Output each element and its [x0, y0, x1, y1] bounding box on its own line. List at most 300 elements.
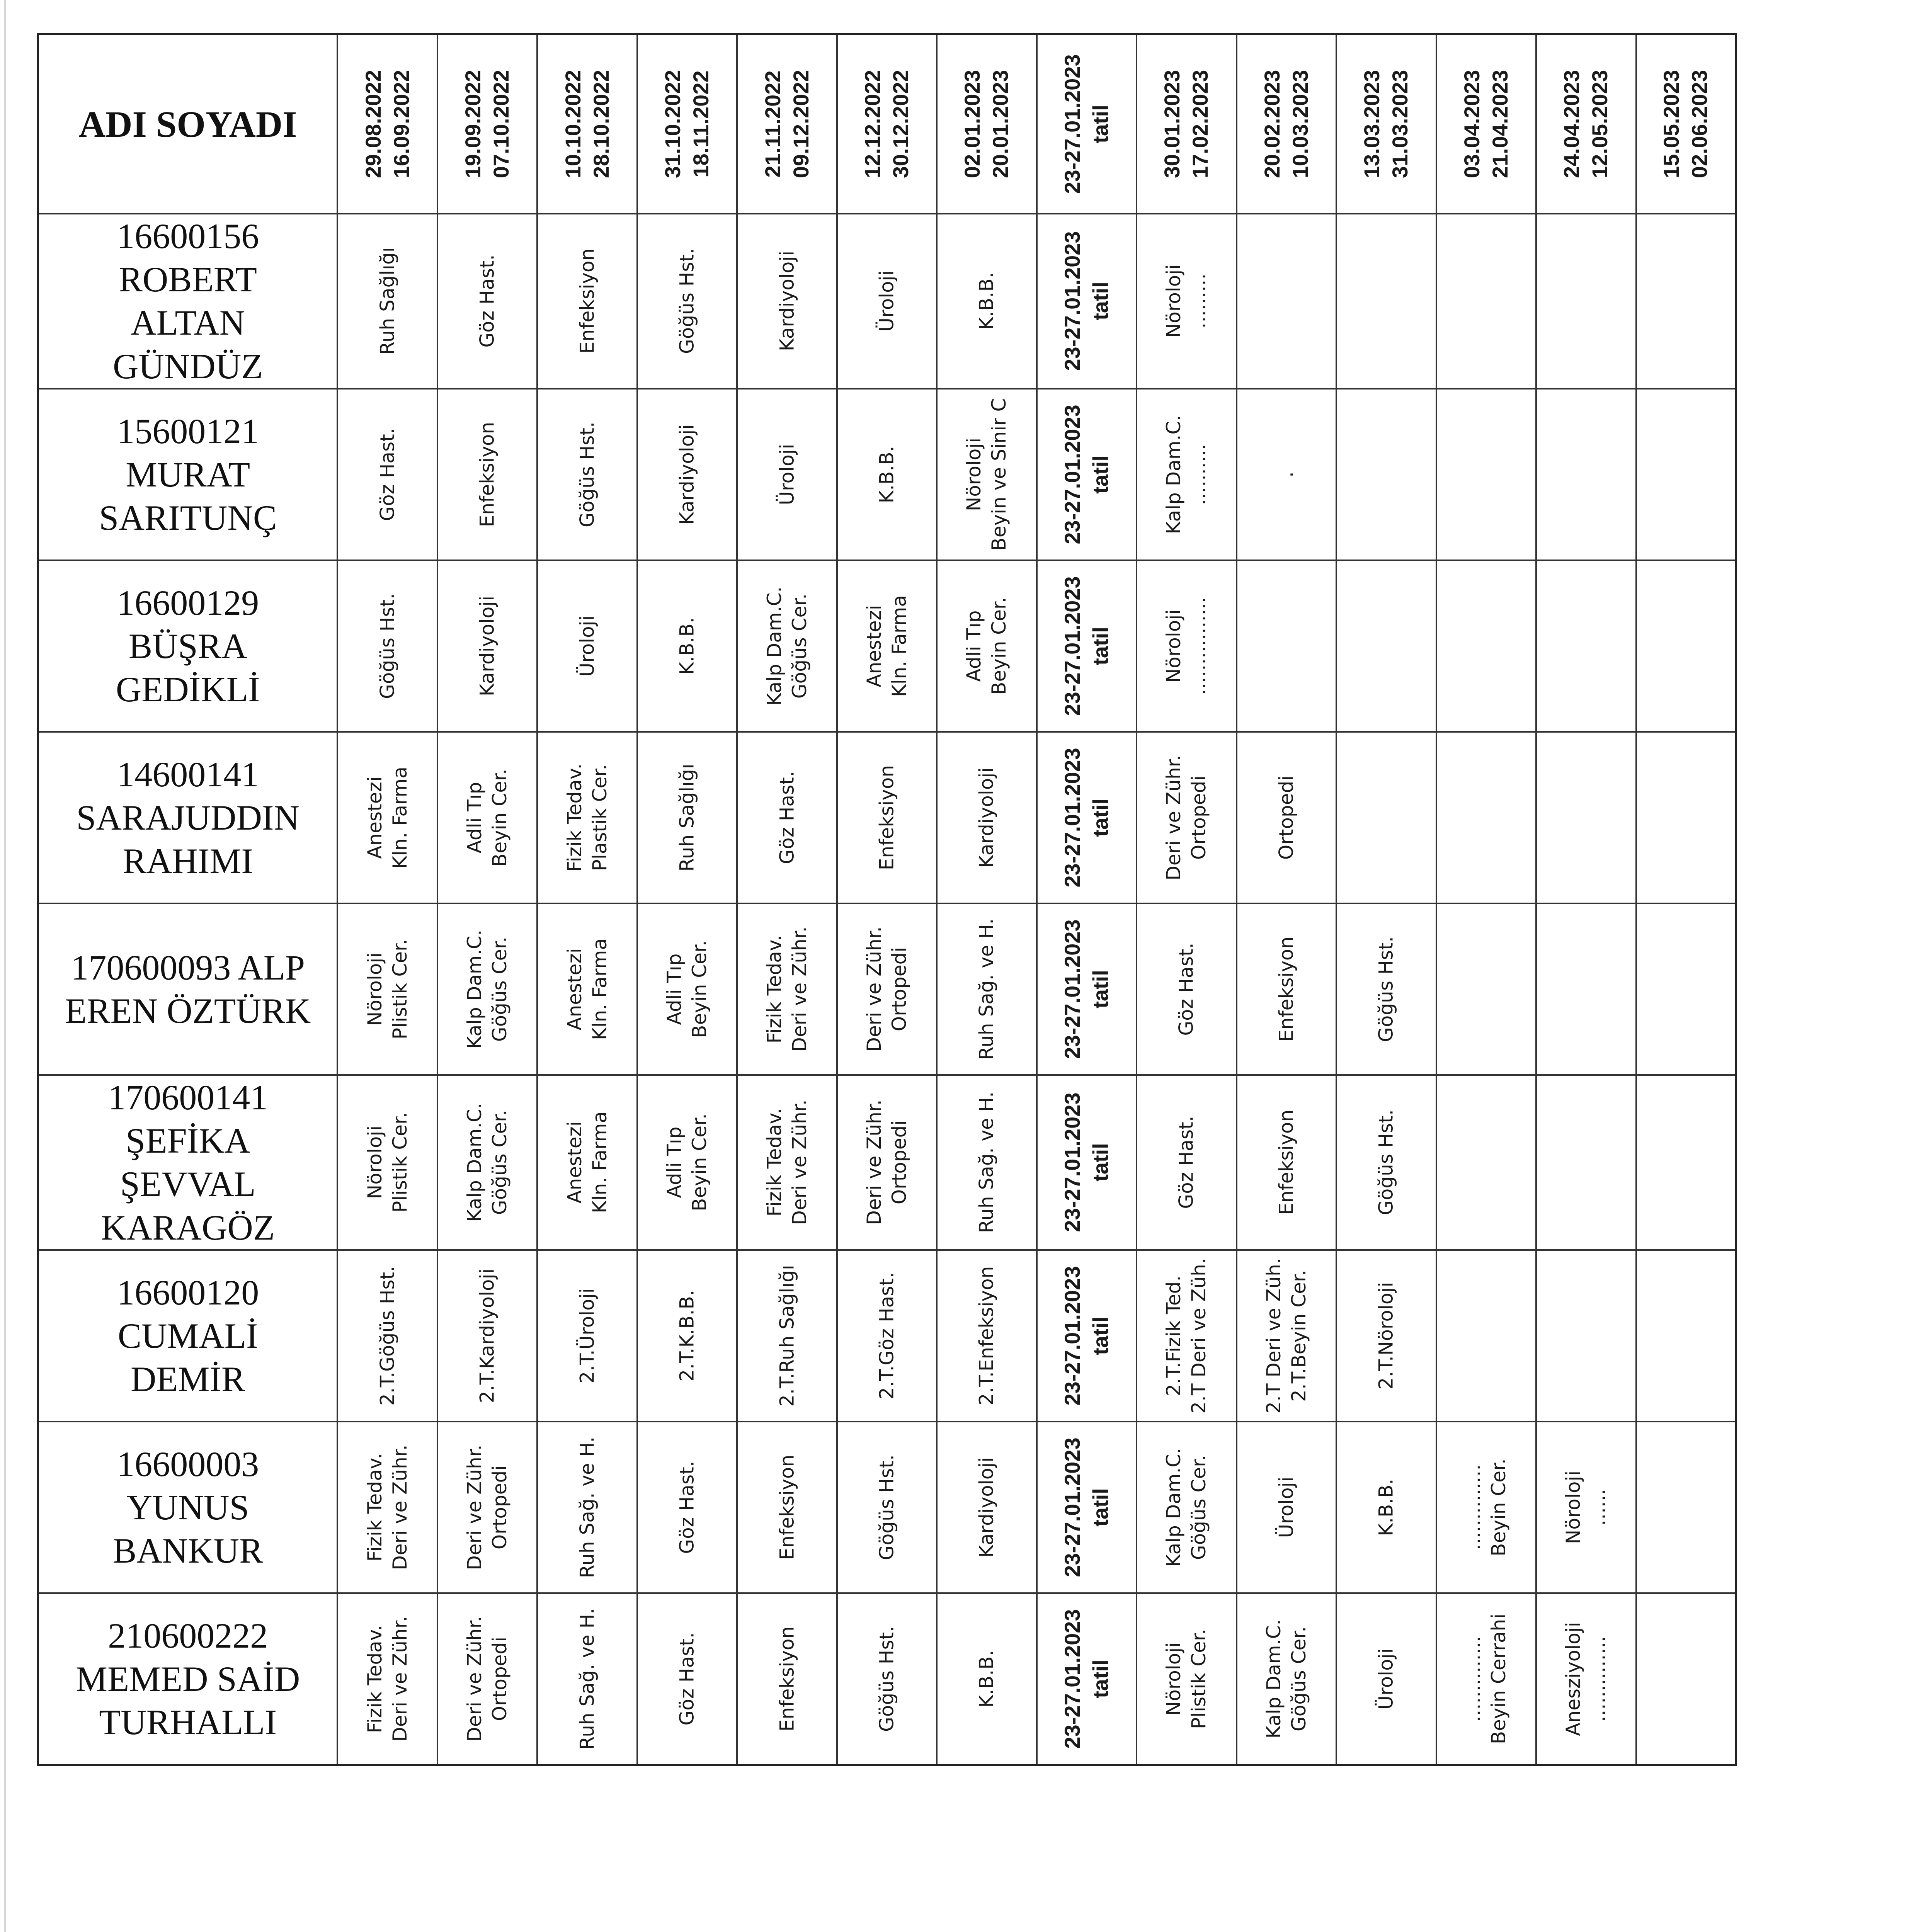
rotation-cell	[437, 214, 537, 389]
rotation-cell-wrap	[838, 904, 936, 1074]
rotation-text: Kalp Dam.C. Göğüs Cer.	[463, 929, 511, 1049]
student-name-cell: 170600141 ŞEFİKA ŞEVVAL KARAGÖZ	[38, 1075, 337, 1250]
period-header-wrap	[1137, 35, 1235, 213]
rotation-cell	[737, 732, 837, 903]
period-label: 10.10.2022 28.10.2022	[560, 70, 613, 179]
rotation-cell	[837, 1593, 937, 1765]
period-header-wrap	[338, 35, 436, 213]
rotation-cell-wrap	[938, 733, 1036, 903]
rotation-cell-wrap	[938, 389, 1036, 560]
rotation-cell-wrap	[1437, 214, 1535, 388]
rotation-cell-wrap	[738, 214, 836, 388]
rotation-cell-wrap	[738, 1594, 836, 1764]
rotation-cell-wrap	[638, 389, 736, 560]
rotation-text: 2.T.Göğüs Hst.	[376, 1265, 399, 1406]
rotation-cell	[637, 903, 737, 1075]
rotation-cell	[1436, 1075, 1536, 1250]
rotation-text: Üroloji	[576, 615, 599, 677]
rotation-text: Kalp Dam.C. Göğüs Cer.	[463, 1103, 511, 1222]
rotation-cell-wrap	[1337, 1594, 1435, 1764]
rotation-text: Ortopedi	[1275, 775, 1298, 860]
rotation-text: Kardiyoloji	[975, 1457, 998, 1558]
rotation-cell	[1237, 214, 1336, 389]
rotation-cell-wrap	[1337, 904, 1435, 1074]
rotation-text: Kalp Dam.C. ..........	[1162, 415, 1210, 534]
rotation-text: 2.T.Üroloji	[576, 1288, 599, 1384]
period-label: 02.01.2023 20.01.2023	[960, 70, 1013, 179]
rotation-cell-wrap	[438, 904, 536, 1074]
rotation-text: 2.T.Nöroloji	[1375, 1282, 1397, 1390]
rotation-cell	[1037, 389, 1137, 560]
rotation-cell	[637, 1593, 737, 1765]
rotation-cell-wrap	[1537, 1076, 1635, 1249]
rotation-cell-wrap	[538, 561, 636, 731]
rotation-text: Göz Hast.	[1175, 942, 1198, 1036]
rotation-cell	[937, 214, 1036, 389]
period-label: 23-27.01.2023 tatil	[1060, 54, 1113, 194]
rotation-cell	[1336, 1075, 1436, 1250]
rotation-text: 2.T.K.B.B.	[676, 1290, 698, 1382]
rotation-cell	[1536, 1250, 1636, 1422]
table-row	[38, 560, 1736, 732]
rotation-text: Ruh Sağlığı	[676, 764, 698, 872]
rotation-cell-wrap	[1637, 1076, 1735, 1249]
rotation-cell	[1336, 1593, 1436, 1765]
rotation-text: Kardiyoloji	[776, 251, 798, 352]
rotation-text: Üroloji	[776, 444, 798, 505]
rotation-cell	[1636, 732, 1736, 903]
rotation-cell-wrap	[1237, 214, 1336, 388]
rotation-text: Adli Tıp Beyin Cer.	[663, 1113, 711, 1212]
rotation-cell-wrap	[1637, 389, 1735, 560]
rotation-cell-wrap	[1237, 561, 1336, 731]
rotation-cell-wrap	[1637, 214, 1735, 388]
table-row	[38, 214, 1736, 389]
rotation-cell-wrap	[1038, 389, 1136, 560]
rotation-text: Ruh Sağ. ve H.	[975, 918, 998, 1060]
period-header-wrap	[1637, 35, 1735, 213]
rotation-cell-wrap	[1637, 904, 1735, 1074]
rotation-cell	[1536, 1075, 1636, 1250]
rotation-cell-wrap	[638, 1076, 736, 1249]
rotation-cell-wrap	[1637, 1251, 1735, 1421]
rotation-cell-wrap	[1537, 733, 1635, 903]
period-header	[837, 34, 937, 214]
student-name-cell: 16600003 YUNUS BANKUR	[38, 1422, 337, 1593]
student-name-cell: 15600121 MURAT SARITUNÇ	[38, 389, 337, 560]
rotation-cell	[637, 1075, 737, 1250]
rotation-cell	[1237, 732, 1336, 903]
rotation-text: Adli Tıp Beyin Cer.	[663, 940, 711, 1038]
rotation-cell	[637, 1422, 737, 1593]
name-column-header: ADI SOYADI	[38, 34, 337, 214]
rotation-cell-wrap	[538, 733, 636, 903]
rotation-text: 2.T.Ruh Sağlığı	[776, 1265, 798, 1407]
table-row	[38, 1593, 1736, 1765]
rotation-cell	[537, 732, 637, 903]
rotation-cell-wrap	[1437, 561, 1535, 731]
rotation-cell	[1037, 560, 1137, 732]
rotation-text: Adli Tıp Beyin Cer.	[463, 769, 511, 867]
rotation-text: Deri ve Zühr. Ortopedi	[463, 1616, 511, 1742]
rotation-text: Deri ve Zühr. Ortopedi	[863, 1099, 910, 1226]
rotation-cell	[437, 1250, 537, 1422]
rotation-cell-wrap	[1137, 733, 1235, 903]
rotation-text: Göğüs Hst.	[676, 248, 698, 354]
rotation-cell	[1336, 214, 1436, 389]
rotation-cell	[1336, 1250, 1436, 1422]
rotation-cell	[737, 560, 837, 732]
rotation-text: Deri ve Zühr. Ortopedi	[863, 926, 910, 1052]
rotation-text: K.B.B.	[975, 272, 998, 330]
rotation-cell	[1436, 389, 1536, 560]
rotation-text: Göz Hast.	[1175, 1116, 1198, 1209]
rotation-text: Göğüs Hst.	[376, 593, 399, 699]
rotation-cell-wrap	[938, 904, 1036, 1074]
period-label: 15.05.2023 02.06.2023	[1659, 70, 1712, 179]
rotation-cell-wrap	[1537, 1594, 1635, 1764]
student-name-cell: 16600120 CUMALİ DEMİR	[38, 1250, 337, 1422]
rotation-cell	[337, 1250, 437, 1422]
rotation-text: Enfeksiyon	[476, 422, 499, 527]
rotation-cell	[337, 560, 437, 732]
rotation-cell-wrap	[738, 1422, 836, 1592]
rotation-cell	[837, 732, 937, 903]
rotation-text: 2.T.Enfeksiyon	[975, 1266, 998, 1406]
period-label: 12.12.2022 30.12.2022	[860, 70, 913, 179]
rotation-cell	[637, 1250, 737, 1422]
rotation-cell-wrap	[1537, 389, 1635, 560]
rotation-cell	[437, 389, 537, 560]
rotation-cell	[1536, 903, 1636, 1075]
rotation-cell-wrap	[1437, 1422, 1535, 1592]
rotation-cell-wrap	[1537, 904, 1635, 1074]
rotation-text: Deri ve Zühr. Ortopedi	[463, 1444, 511, 1570]
rotation-schedule-table	[37, 33, 1737, 1766]
student-name-cell: 16600129 BÜŞRA GEDİKLİ	[38, 560, 337, 732]
rotation-cell-wrap	[838, 1076, 936, 1249]
rotation-text: Göz Hast.	[776, 771, 798, 864]
period-header	[1137, 34, 1236, 214]
rotation-cell	[937, 1250, 1036, 1422]
period-label: 31.10.2022 18.11.2022	[660, 70, 713, 179]
rotation-cell	[1137, 1593, 1236, 1765]
period-header-wrap	[738, 35, 836, 213]
rotation-text: 23-27.01.2023 tatil	[1060, 405, 1113, 544]
rotation-cell	[1237, 1422, 1336, 1593]
rotation-text: 2.T.Göz Hast.	[875, 1272, 898, 1400]
rotation-cell	[837, 560, 937, 732]
rotation-text: Anestezi Kln. Farma	[863, 595, 910, 697]
rotation-cell	[1137, 1250, 1236, 1422]
rotation-cell	[437, 732, 537, 903]
rotation-text: Göz Hast.	[676, 1632, 698, 1726]
rotation-cell	[937, 389, 1036, 560]
rotation-cell-wrap	[1038, 1594, 1136, 1764]
rotation-cell	[537, 389, 637, 560]
period-header	[1536, 34, 1636, 214]
rotation-text: Göğüs Hst.	[1375, 936, 1397, 1042]
rotation-text: Nöroloji Plistik Cer.	[1162, 1628, 1210, 1729]
rotation-cell-wrap	[538, 1076, 636, 1249]
rotation-cell	[337, 903, 437, 1075]
rotation-text: Göğüs Hst.	[576, 422, 599, 527]
rotation-text: Fizik Tedav. Plastik Cer.	[563, 763, 611, 872]
rotation-cell-wrap	[1337, 561, 1435, 731]
rotation-cell-wrap	[638, 1422, 736, 1592]
rotation-text: 2.T Deri ve Züh. 2.T.Beyin Cer.	[1262, 1258, 1310, 1414]
period-label: 20.02.2023 10.03.2023	[1260, 70, 1312, 179]
rotation-text: 23-27.01.2023 tatil	[1060, 576, 1113, 716]
rotation-cell	[737, 1593, 837, 1765]
rotation-cell	[937, 732, 1036, 903]
rotation-text: 23-27.01.2023 tatil	[1060, 919, 1113, 1059]
rotation-cell	[1436, 1250, 1536, 1422]
rotation-cell	[1336, 560, 1436, 732]
rotation-text: Ruh Sağ. ve H.	[576, 1608, 599, 1750]
rotation-cell-wrap	[838, 389, 936, 560]
rotation-cell-wrap	[1237, 1251, 1336, 1421]
rotation-cell	[1137, 1422, 1236, 1593]
rotation-cell-wrap	[1038, 561, 1136, 731]
rotation-text: 23-27.01.2023 tatil	[1060, 1437, 1113, 1577]
rotation-cell-wrap	[1237, 389, 1336, 560]
rotation-text: K.B.B.	[676, 617, 698, 675]
period-label: 29.08.2022 16.09.2022	[361, 70, 413, 179]
rotation-cell-wrap	[1637, 1594, 1735, 1764]
table-row	[38, 1422, 1736, 1593]
rotation-text: .............. Beyin Cerrahi	[1462, 1613, 1510, 1745]
rotation-cell-wrap	[538, 389, 636, 560]
table-row	[38, 1075, 1736, 1250]
rotation-text: 23-27.01.2023 tatil	[1060, 1609, 1113, 1749]
period-header-wrap	[1337, 35, 1435, 213]
rotation-cell	[437, 1422, 537, 1593]
period-header	[1436, 34, 1536, 214]
rotation-cell	[1137, 1075, 1236, 1250]
rotation-text: Nöroloji Beyin ve Sinir C	[963, 398, 1011, 551]
period-header-wrap	[538, 35, 636, 213]
rotation-cell	[937, 1075, 1036, 1250]
rotation-text: Kardiyoloji	[476, 595, 499, 697]
rotation-cell	[1536, 1422, 1636, 1593]
rotation-text: 2.T.Fizik Ted. 2.T Deri ve Züh.	[1162, 1258, 1210, 1414]
rotation-cell	[637, 560, 737, 732]
rotation-cell	[337, 732, 437, 903]
rotation-cell	[1336, 1422, 1436, 1593]
rotation-text: Nöroloji Plistik Cer.	[363, 939, 411, 1039]
rotation-cell-wrap	[438, 1594, 536, 1764]
header-row	[38, 34, 1736, 214]
period-header	[1636, 34, 1736, 214]
rotation-cell-wrap	[338, 904, 436, 1074]
rotation-text: Enfeksiyon	[776, 1454, 798, 1560]
period-header-wrap	[438, 35, 536, 213]
rotation-cell-wrap	[1337, 389, 1435, 560]
rotation-cell-wrap	[338, 733, 436, 903]
rotation-cell	[1137, 389, 1236, 560]
rotation-cell-wrap	[738, 389, 836, 560]
rotation-cell-wrap	[1537, 1251, 1635, 1421]
rotation-text: Üroloji	[1375, 1648, 1397, 1710]
rotation-cell-wrap	[1437, 389, 1535, 560]
rotation-cell-wrap	[1038, 214, 1136, 388]
rotation-cell	[337, 214, 437, 389]
rotation-cell	[737, 1250, 837, 1422]
rotation-cell-wrap	[1337, 1422, 1435, 1592]
rotation-cell-wrap	[938, 1076, 1036, 1249]
period-label: 30.01.2023 17.02.2023	[1160, 70, 1213, 179]
rotation-cell-wrap	[1038, 1076, 1136, 1249]
rotation-cell-wrap	[638, 561, 736, 731]
rotation-cell	[537, 560, 637, 732]
rotation-text: Nöroloji Plistik Cer.	[363, 1112, 411, 1213]
rotation-cell-wrap	[1537, 1422, 1635, 1592]
rotation-cell-wrap	[538, 904, 636, 1074]
period-header	[637, 34, 737, 214]
rotation-cell-wrap	[438, 1422, 536, 1592]
rotation-text: 23-27.01.2023 tatil	[1060, 1092, 1113, 1233]
rotation-cell	[637, 389, 737, 560]
rotation-cell	[1636, 389, 1736, 560]
rotation-cell	[1336, 732, 1436, 903]
rotation-cell-wrap	[438, 1076, 536, 1249]
rotation-text: Anestezi Kln. Farma	[563, 938, 611, 1040]
rotation-text: Deri ve Zühr. Ortopedi	[1162, 755, 1210, 881]
rotation-cell-wrap	[838, 733, 936, 903]
rotation-cell	[837, 1075, 937, 1250]
rotation-cell-wrap	[938, 561, 1036, 731]
rotation-cell-wrap	[1337, 1076, 1435, 1249]
rotation-cell-wrap	[1038, 1251, 1136, 1421]
rotation-cell-wrap	[338, 1594, 436, 1764]
rotation-text: Enfeksiyon	[1275, 1110, 1298, 1215]
rotation-cell-wrap	[1137, 389, 1235, 560]
rotation-cell	[1336, 903, 1436, 1075]
rotation-cell	[1636, 214, 1736, 389]
rotation-cell-wrap	[438, 214, 536, 388]
rotation-cell	[1137, 732, 1236, 903]
rotation-text: Anesziyoloji ..............	[1562, 1622, 1610, 1736]
rotation-text: Kardiyoloji	[975, 767, 998, 868]
rotation-text: Nöroloji ......	[1562, 1470, 1610, 1544]
rotation-cell-wrap	[1437, 733, 1535, 903]
rotation-cell	[437, 1075, 537, 1250]
rotation-cell	[437, 1593, 537, 1765]
rotation-cell	[737, 389, 837, 560]
table-row	[38, 1250, 1736, 1422]
rotation-cell	[1436, 1422, 1536, 1593]
rotation-cell-wrap	[1237, 733, 1336, 903]
rotation-cell	[637, 732, 737, 903]
rotation-cell	[1536, 389, 1636, 560]
student-name-cell: 210600222 MEMED SAİD TURHALLI	[38, 1593, 337, 1765]
period-header-wrap	[938, 35, 1036, 213]
rotation-text: Nöroloji ................	[1162, 597, 1210, 696]
rotation-cell	[1636, 560, 1736, 732]
rotation-cell	[1336, 389, 1436, 560]
period-header	[437, 34, 537, 214]
rotation-cell	[537, 1422, 637, 1593]
rotation-cell-wrap	[1137, 214, 1235, 388]
rotation-cell-wrap	[738, 733, 836, 903]
rotation-text: Göz Hast.	[676, 1461, 698, 1554]
table-row	[38, 903, 1736, 1075]
rotation-cell-wrap	[1537, 561, 1635, 731]
rotation-cell	[537, 1250, 637, 1422]
rotation-cell-wrap	[338, 1422, 436, 1592]
rotation-cell	[1037, 1075, 1137, 1250]
rotation-cell-wrap	[838, 1422, 936, 1592]
rotation-cell-wrap	[938, 1422, 1036, 1592]
rotation-cell	[337, 1075, 437, 1250]
period-label: 13.03.2023 31.03.2023	[1360, 70, 1412, 179]
rotation-cell-wrap	[1137, 561, 1235, 731]
rotation-text: Adli Tıp Beyin Cer.	[963, 597, 1011, 695]
period-header	[1037, 34, 1137, 214]
rotation-text: Kalp Dam.C. Göğüs Cer.	[763, 586, 811, 706]
rotation-text: Fizik Tedav. Deri ve Zühr.	[363, 1616, 411, 1742]
rotation-cell	[1436, 732, 1536, 903]
period-header	[337, 34, 437, 214]
rotation-cell-wrap	[838, 561, 936, 731]
rotation-cell	[1436, 903, 1536, 1075]
rotation-text: Ruh Sağlığı	[376, 247, 399, 355]
rotation-text: Fizik Tedav. Deri ve Zühr.	[363, 1444, 411, 1570]
rotation-cell	[737, 1075, 837, 1250]
period-label: 03.04.2023 21.04.2023	[1460, 70, 1512, 179]
rotation-cell-wrap	[1337, 214, 1435, 388]
table-row	[38, 732, 1736, 903]
rotation-cell	[337, 1422, 437, 1593]
rotation-cell	[737, 214, 837, 389]
rotation-text: Üroloji	[1275, 1476, 1298, 1538]
student-name-cell: 170600093 ALP EREN ÖZTÜRK	[38, 903, 337, 1075]
rotation-cell	[937, 560, 1036, 732]
rotation-text: Enfeksiyon	[776, 1626, 798, 1732]
rotation-text: Nöroloji .........	[1162, 264, 1210, 338]
rotation-cell	[1037, 1422, 1137, 1593]
rotation-cell-wrap	[738, 1251, 836, 1421]
rotation-cell	[537, 903, 637, 1075]
rotation-text: .............. Beyin Cer.	[1462, 1458, 1510, 1556]
rotation-text: Fizik Tedav. Deri ve Zühr.	[763, 926, 811, 1052]
rotation-text: K.B.B.	[1375, 1478, 1397, 1536]
rotation-text: Kalp Dam.C. Göğüs Cer.	[1162, 1447, 1210, 1567]
rotation-text: 23-27.01.2023 tatil	[1060, 231, 1113, 371]
rotation-cell	[1237, 1075, 1336, 1250]
rotation-cell-wrap	[1437, 1251, 1535, 1421]
rotation-text: Anestezi Kln. Farma	[563, 1111, 611, 1214]
rotation-cell	[1237, 1250, 1336, 1422]
rotation-cell	[737, 1422, 837, 1593]
period-label: 24.04.2023 12.05.2023	[1559, 70, 1612, 179]
rotation-cell	[637, 214, 737, 389]
rotation-cell-wrap	[538, 1594, 636, 1764]
rotation-cell	[1137, 560, 1236, 732]
rotation-cell-wrap	[938, 1594, 1036, 1764]
rotation-cell-wrap	[338, 1251, 436, 1421]
period-header	[937, 34, 1036, 214]
rotation-text: 23-27.01.2023 tatil	[1060, 748, 1113, 888]
rotation-cell	[1536, 560, 1636, 732]
rotation-cell	[937, 1422, 1036, 1593]
rotation-cell	[1137, 903, 1236, 1075]
rotation-cell-wrap	[638, 1594, 736, 1764]
rotation-cell-wrap	[438, 561, 536, 731]
period-label: 19.09.2022 07.10.2022	[461, 70, 514, 179]
rotation-cell-wrap	[1537, 214, 1635, 388]
